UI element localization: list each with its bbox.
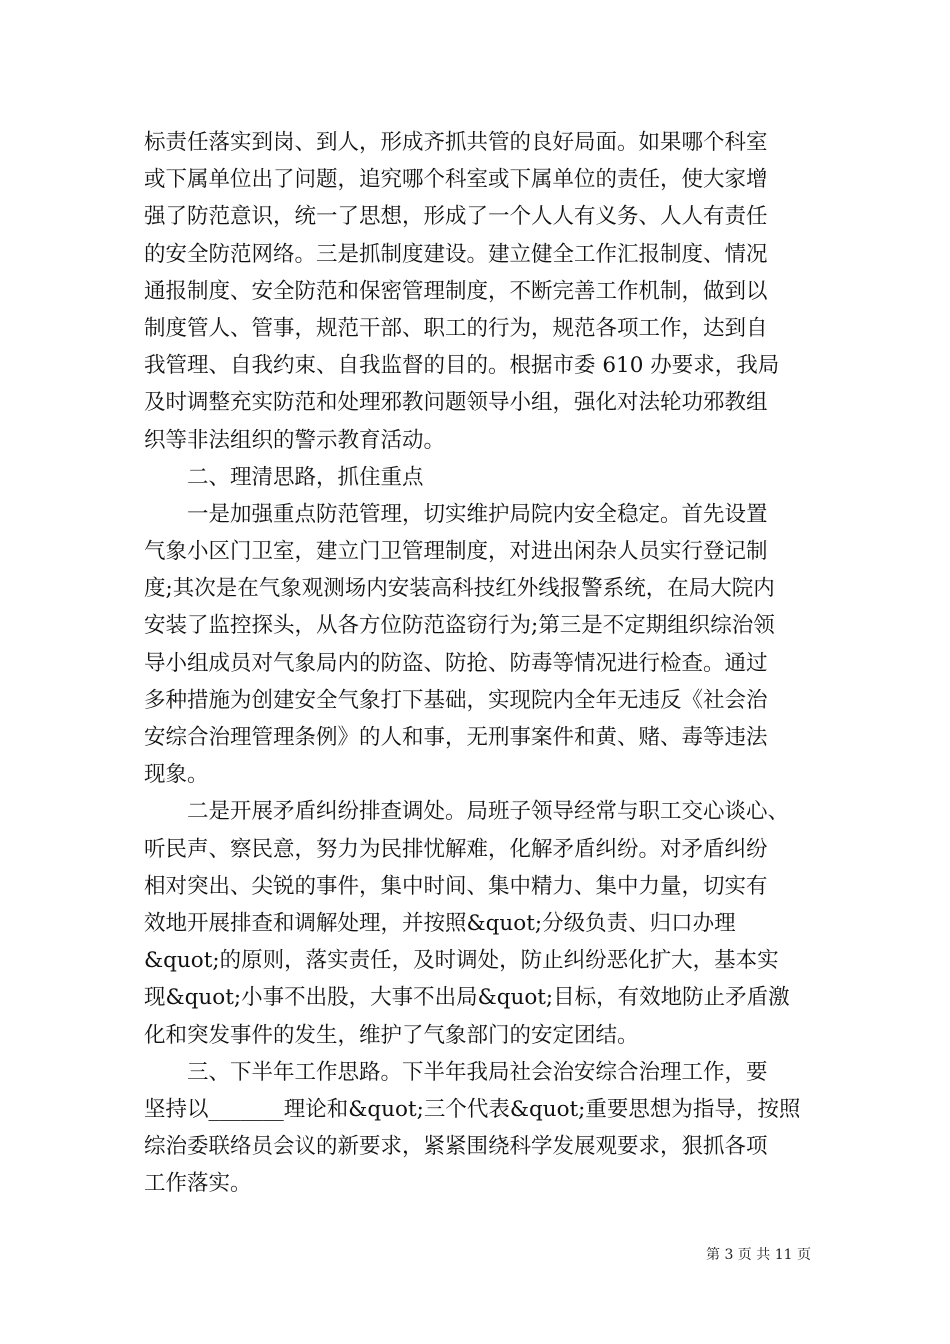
text-line: 综治委联络员会议的新要求，紧紧围绕科学发展观要求，狠抓各项 (144, 1134, 768, 1160)
text-line: 的安全防范网络。三是抓制度建设。建立健全工作汇报制度、情况 (144, 241, 768, 267)
text-line: 一是加强重点防范管理，切实维护局院内安全稳定。首先设置 (187, 501, 768, 527)
text-line: 多种措施为创建安全气象打下基础，实现院内全年无违反《社会治 (144, 687, 768, 713)
text-line: 听民声、察民意，努力为民排忧解难，化解矛盾纠纷。对矛盾纠纷 (144, 836, 768, 862)
page-number-footer: 第 3 页 共 11 页 (706, 1247, 811, 1263)
text-line: 通报制度、安全防范和保密管理制度，不断完善工作机制，做到以 (144, 278, 768, 304)
text-line: &quot;的原则，落实责任，及时调处，防止纠纷恶化扩大，基本实 (144, 948, 779, 974)
text-line: 现&quot;小事不出股，大事不出局&quot;目标，有效地防止矛盾激 (144, 985, 790, 1011)
text-line: 安综合治理管理条例》的人和事，无刑事案件和黄、赌、毒等违法 (144, 725, 768, 750)
text-line: 二是开展矛盾纠纷排查调处。局班子领导经常与职工交心谈心、 (187, 799, 790, 825)
text-line: 及时调整充实防范和处理邪教问题领导小组，强化对法轮功邪教组 (144, 390, 768, 416)
text-line: 气象小区门卫室，建立门卫管理制度，对进出闲杂人员实行登记制 (144, 539, 768, 565)
text-line: 三、下半年工作思路。下半年我局社会治安综合治理工作，要 (187, 1059, 768, 1085)
text-line: 相对突出、尖锐的事件，集中时间、集中精力、集中力量，切实有 (144, 873, 768, 899)
text-line: 或下属单位出了问题，追究哪个科室或下属单位的责任，使大家增 (144, 167, 768, 193)
text-line: 导小组成员对气象局内的防盗、防抢、防毒等情况进行检查。通过 (144, 650, 768, 676)
body-text (144, 124, 844, 1202)
text-line: 织等非法组织的警示教育活动。 (144, 427, 446, 453)
text-line: 坚持以_______理论和&quot;三个代表&quot;重要思想为指导，按照 (144, 1096, 801, 1122)
text-line: 效地开展排查和调解处理，并按照&quot;分级负责、归口办理 (144, 910, 736, 936)
text-line: 安装了监控探头，从各方位防范盗窃行为;第三是不定期组织综治领 (144, 613, 775, 639)
text-line: 强了防范意识，统一了思想，形成了一个人人有义务、人人有责任 (144, 204, 768, 230)
text-line: 工作落实。 (144, 1171, 252, 1197)
text-line: 度;其次是在气象观测场内安装高科技红外线报警系统，在局大院内 (144, 576, 775, 602)
text-line: 制度管人、管事，规范干部、职工的行为，规范各项工作，达到自 (144, 315, 768, 341)
text-line: 化和突发事件的发生，维护了气象部门的安定团结。 (144, 1022, 639, 1048)
text-line: 我管理、自我约束、自我监督的目的。根据市委 610 办要求，我局 (144, 353, 780, 379)
section-heading: 二、理清思路，抓住重点 (187, 464, 424, 490)
text-line: 标责任落实到岗、到人，形成齐抓共管的良好局面。如果哪个科室 (144, 130, 768, 155)
text-line: 现象。 (144, 762, 209, 788)
